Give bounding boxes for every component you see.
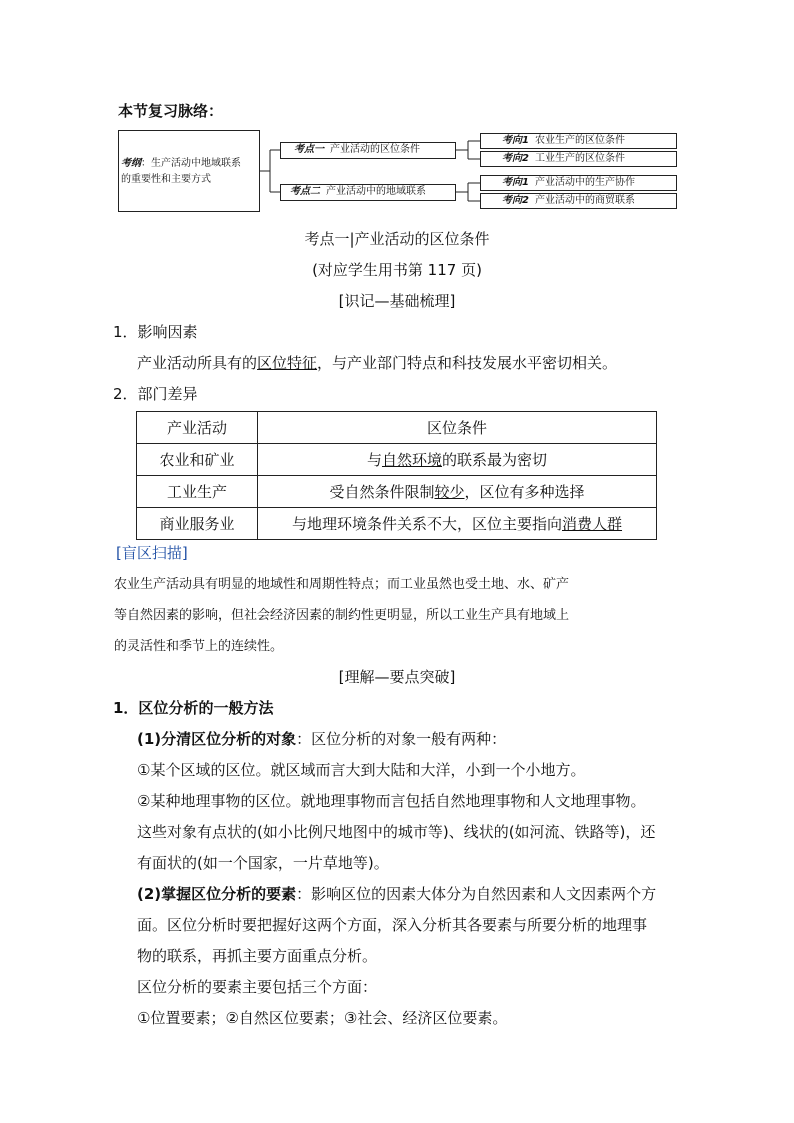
table-row [137, 476, 657, 508]
blind-spot-line-3: 的灵活性和季节上的连续性。 [114, 639, 284, 654]
mindmap-k2-label: 考点二 产业活动中的地域联系 [290, 186, 426, 197]
method-p2: (2)掌握区位分析的要素：影响区位的因素大体分为自然因素和人文因素两个方 [137, 885, 657, 903]
method-p2-l3: 物的联系，再抓主要方面重点分析。 [137, 947, 378, 965]
method-title: 1．区位分析的一般方法 [113, 699, 274, 717]
mindmap-k2-sub2-label: 考向2 产业活动中的商贸联系 [502, 195, 635, 206]
item2-title: 2．部门差异 [113, 385, 198, 403]
table-cell: 工业生产 [137, 476, 258, 508]
table-cell: 与地理环境条件关系不大，区位主要指向消费人群 [258, 508, 657, 540]
method-p4: ①位置要素；②自然区位要素；③社会、经济区位要素。 [137, 1009, 508, 1027]
method-p1: (1)分清区位分析的对象：区位分析的对象一般有两种： [137, 730, 507, 748]
method-p1-c2: 有面状的(如一个国家，一片草地等)。 [137, 854, 389, 872]
mindmap-k2-sub1-label: 考向1 产业活动中的生产协作 [502, 177, 635, 188]
table-cell: 与自然环境的联系最为密切 [258, 444, 657, 476]
item1-keyword: 区位特征 [257, 354, 318, 372]
table-cell: 受自然条件限制较少，区位有多种选择 [258, 476, 657, 508]
mindmap-k1-sub2-label: 考向2 工业生产的区位条件 [502, 153, 625, 164]
mindmap-root-line-2: 的重要性和主要方式 [121, 174, 211, 185]
review-heading: 本节复习脉络： [118, 102, 224, 120]
blind-spot-line-2: 等自然因素的影响，但社会经济因素的制约性更明显，所以工业生产具有地域上 [114, 608, 570, 623]
table-header-cell: 区位条件 [258, 412, 657, 444]
table-row [137, 508, 657, 540]
part2-title: [理解—要点突破] [338, 668, 456, 686]
mindmap-root-line-1: 考纲：生产活动中地域联系 [121, 158, 241, 169]
table-cell: 商业服务业 [137, 508, 258, 540]
section-title: 考点一|产业活动的区位条件 [304, 230, 490, 248]
sector-difference-table [136, 411, 657, 540]
method-p1-b: ②某种地理事物的区位。就地理事物而言包括自然地理事物和人文地理事物。 [137, 792, 646, 810]
part1-title: [识记—基础梳理] [338, 292, 456, 310]
item1-text: 产业活动所具有的区位特征，与产业部门特点和科技发展水平密切相关。 [137, 354, 618, 372]
mindmap-k1-sub1-label: 考向1 农业生产的区位条件 [502, 135, 625, 146]
method-p2-l2: 面。区位分析时要把握好这两个方面，深入分析其各要素与所要分析的地理事 [137, 916, 648, 934]
section-page-ref: (对应学生用书第 117 页) [312, 261, 482, 279]
table-cell: 农业和矿业 [137, 444, 258, 476]
method-p1-a: ①某个区域的区位。就区域而言大到大陆和大洋，小到一个小地方。 [137, 761, 586, 779]
table-header-row [137, 412, 657, 444]
table-row [137, 444, 657, 476]
method-p1-c1: 这些对象有点状的(如小比例尺地图中的城市等)、线状的(如河流、铁路等)，还 [137, 823, 656, 841]
mindmap-k1-label: 考点一 产业活动的区位条件 [294, 144, 420, 155]
blind-spot-title: [盲区扫描] [116, 544, 188, 562]
table-header-cell: 产业活动 [137, 412, 258, 444]
blind-spot-line-1: 农业生产活动具有明显的地域性和周期性特点；而工业虽然也受土地、水、矿产 [114, 577, 570, 592]
item1-title: 1．影响因素 [113, 323, 198, 341]
method-p3: 区位分析的要素主要包括三个方面： [137, 978, 378, 996]
